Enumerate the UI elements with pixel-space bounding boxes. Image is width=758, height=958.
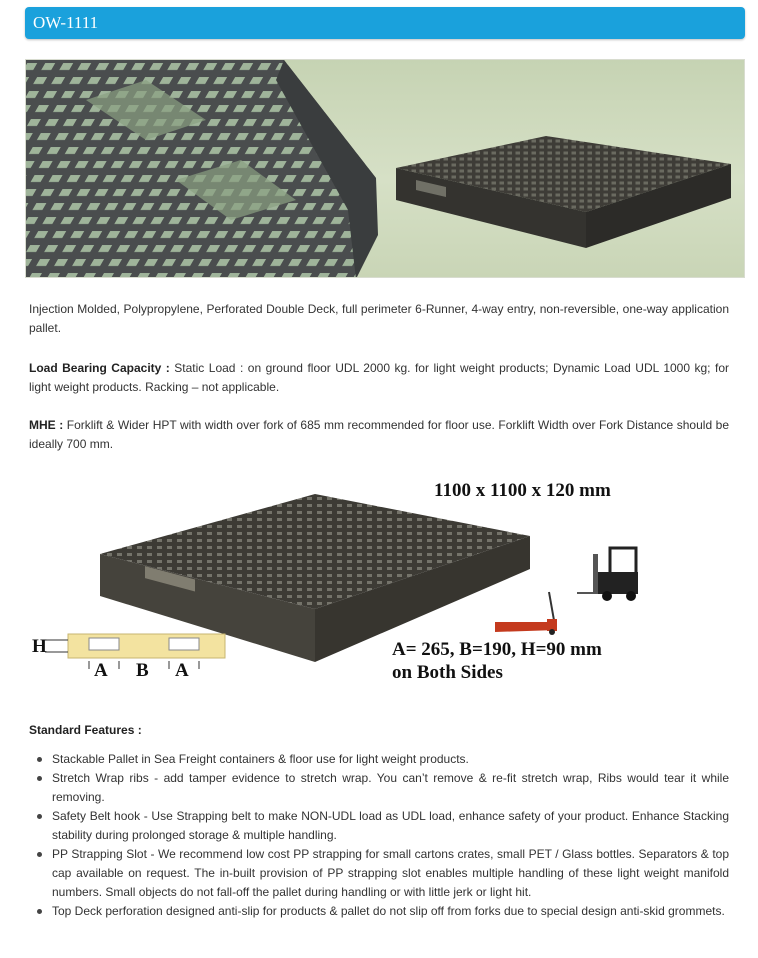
load-bearing-text [29, 359, 729, 397]
dimensions-text: 1100 x 1100 x 120 mm [434, 480, 611, 501]
mhe-text [29, 416, 729, 454]
pallet-illustration [26, 60, 745, 278]
features-list [52, 750, 729, 921]
measure-text-line2: on Both Sides [392, 662, 503, 683]
load-bearing-value: Static Load : on ground floor UDL 2000 kg. for light weight products; Dynamic Load UDL 1000 kg; for light weight products. Racking – not applicable. [29, 361, 729, 394]
list-item: Safety Belt hook - Use Strapping belt to make NON-UDL load as UDL load, enhance safety of your product. Enhance Stacking stability during prolonged storage & multiple handling. [52, 807, 729, 845]
forklift-icon [577, 548, 638, 601]
spec-illustration [25, 474, 735, 689]
mhe-label: MHE : [29, 418, 64, 432]
load-bearing-label: Load Bearing Capacity : [29, 361, 170, 375]
mhe-value: Forklift & Wider HPT with width over fork of 685 mm recommended for floor use. Forklift Width over Fork Distance should be ideally 700 mm. [29, 418, 729, 451]
hand-pallet-truck-icon [495, 592, 557, 635]
label-a-right: A [175, 660, 189, 681]
label-b: B [136, 660, 149, 681]
list-item: Stretch Wrap ribs - add tamper evidence to stretch wrap. You can’t remove & re-fit stretch wrap, Ribs would tear it while removing. [52, 769, 729, 807]
list-item: Stackable Pallet in Sea Freight containers & floor use for light weight products. [52, 750, 729, 769]
features-title: Standard Features : [29, 723, 142, 737]
list-item: Top Deck perforation designed anti-slip for products & pallet do not slip off from forks due to special design anti-skid grommets. [52, 902, 729, 921]
hero-pallet-image [25, 59, 745, 278]
list-item: PP Strapping Slot - We recommend low cost PP strapping for small cartons crates, small PET / Glass bottles. Separators & top cap available on request. The in-built provision of PP strapping slot enables multiple handling of these light weight manifold numbers. Small objects do not fall-off the pallet during handling or with little jerk or light hit. [52, 845, 729, 902]
page-title: OW-1111 [33, 13, 99, 32]
description-text: Injection Molded, Polypropylene, Perforated Double Deck, full perimeter 6-Runner, 4-way entry, non-reversible, one-way application pallet. [29, 302, 729, 335]
measure-text-line1: A= 265, B=190, H=90 mm [392, 639, 602, 660]
label-a-left: A [94, 660, 108, 681]
label-h: H [32, 636, 47, 657]
title-bar [25, 7, 745, 39]
spec-image [25, 474, 735, 689]
